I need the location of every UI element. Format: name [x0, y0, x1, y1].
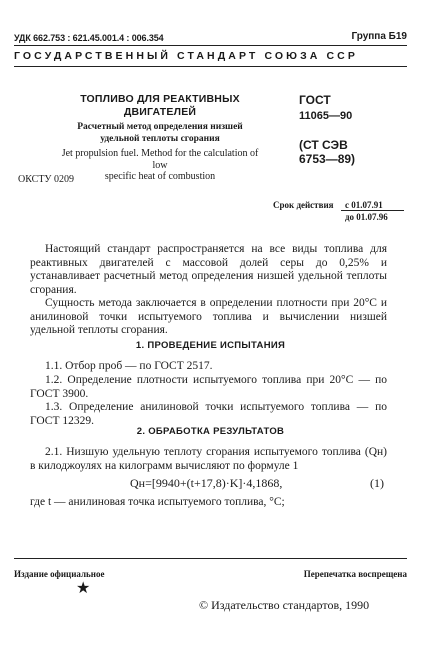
official-edition-label: Издание официальное: [14, 569, 105, 579]
header-rule-top: [14, 45, 407, 46]
intro-paragraph-2-text: Сущность метода заключается в определении плотности при 20°С и анилиновой точки испытуемого топлива и вычислении низшей удельной теплоты сгорания.: [30, 297, 387, 336]
intro-paragraph-1-text: Настоящий стандарт распространяется на все виды топлива для реактивных двигателей с массовой долей серы до 0,25% и устанавливает расчетный метод определения низшей удельной теплоты сгорания.: [30, 243, 387, 296]
state-standard-banner: ГОСУДАРСТВЕННЫЙ СТАНДАРТ СОЮЗА ССР: [14, 50, 358, 62]
udk-code: УДК 662.753 : 621.45.001.4 : 006.354: [14, 33, 164, 43]
title-line-2: ДВИГАТЕЛЕЙ: [123, 106, 197, 118]
subtitle-line-1: Расчетный метод определения низшей: [77, 122, 243, 132]
document-title: [60, 93, 260, 119]
section-1-item-2: [30, 374, 387, 401]
section-2-item-1-text: 2.1. Низшую удельную теплоту сгорания испытуемого топлива (Qн) в килоджоулях на килограмм вычисляют по формуле 1: [30, 446, 387, 472]
star-icon: ★: [76, 580, 91, 597]
copyright-notice: © Издательство стандартов, 1990: [199, 598, 370, 612]
validity-from: с 01.07.91: [345, 200, 383, 210]
st-sev-reference: [299, 138, 355, 166]
heat-formula: Qн=[9940+(t+17,8)·K]·4,1868,: [130, 476, 283, 490]
english-title-line-2: specific heat of combustion: [104, 171, 216, 182]
reprint-notice: Перепечатка воспрещена: [303, 569, 407, 579]
document-subtitle: [60, 121, 260, 145]
gost-label: ГОСТ: [299, 93, 331, 107]
title-line-1: ТОПЛИВО ДЛЯ РЕАКТИВНЫХ: [80, 93, 240, 105]
section-1-item-2-text: 1.2. Определение плотности испытуемого топлива при 20°С — по ГОСТ 3900.: [30, 374, 387, 400]
st-sev-line-1: (СТ СЭВ: [299, 138, 348, 152]
section-1-item-1: [30, 360, 387, 374]
group-code: Группа Б19: [351, 31, 407, 42]
section-1-item-1-text: 1.1. Отбор проб — по ГОСТ 2517.: [45, 360, 213, 372]
section-1-item-3-text: 1.3. Определение анилиновой точки испытуемого топлива — по ГОСТ 12329.: [30, 401, 387, 427]
english-title: [60, 148, 260, 183]
header-rule-bottom: [14, 66, 407, 67]
formula-legend: где t — анилиновая точка испытуемого топлива, °С;: [30, 496, 285, 508]
section-2-item-1: [30, 446, 387, 473]
intro-paragraph-2: [30, 297, 387, 338]
validity-divider: [341, 210, 404, 211]
st-sev-line-2: 6753—89): [299, 152, 356, 166]
validity-label: Срок действия: [273, 200, 334, 210]
section-1-heading: 1. ПРОВЕДЕНИЕ ИСПЫТАНИЯ: [135, 340, 286, 351]
section-2-heading: 2. ОБРАБОТКА РЕЗУЛЬТАТОВ: [136, 426, 285, 437]
gost-number: 11065—90: [299, 110, 353, 122]
section-1-item-3: [30, 401, 387, 428]
intro-paragraph-1: [30, 243, 387, 297]
subtitle-line-2: удельной теплоты сгорания: [100, 134, 220, 144]
footer-rule: [14, 558, 407, 559]
okstu-code: ОКСТУ 0209: [18, 174, 75, 185]
english-title-line-1: Jet propulsion fuel. Method for the calculation of low: [61, 148, 259, 171]
formula-number: (1): [370, 476, 384, 490]
validity-to: до 01.07.96: [345, 212, 388, 222]
